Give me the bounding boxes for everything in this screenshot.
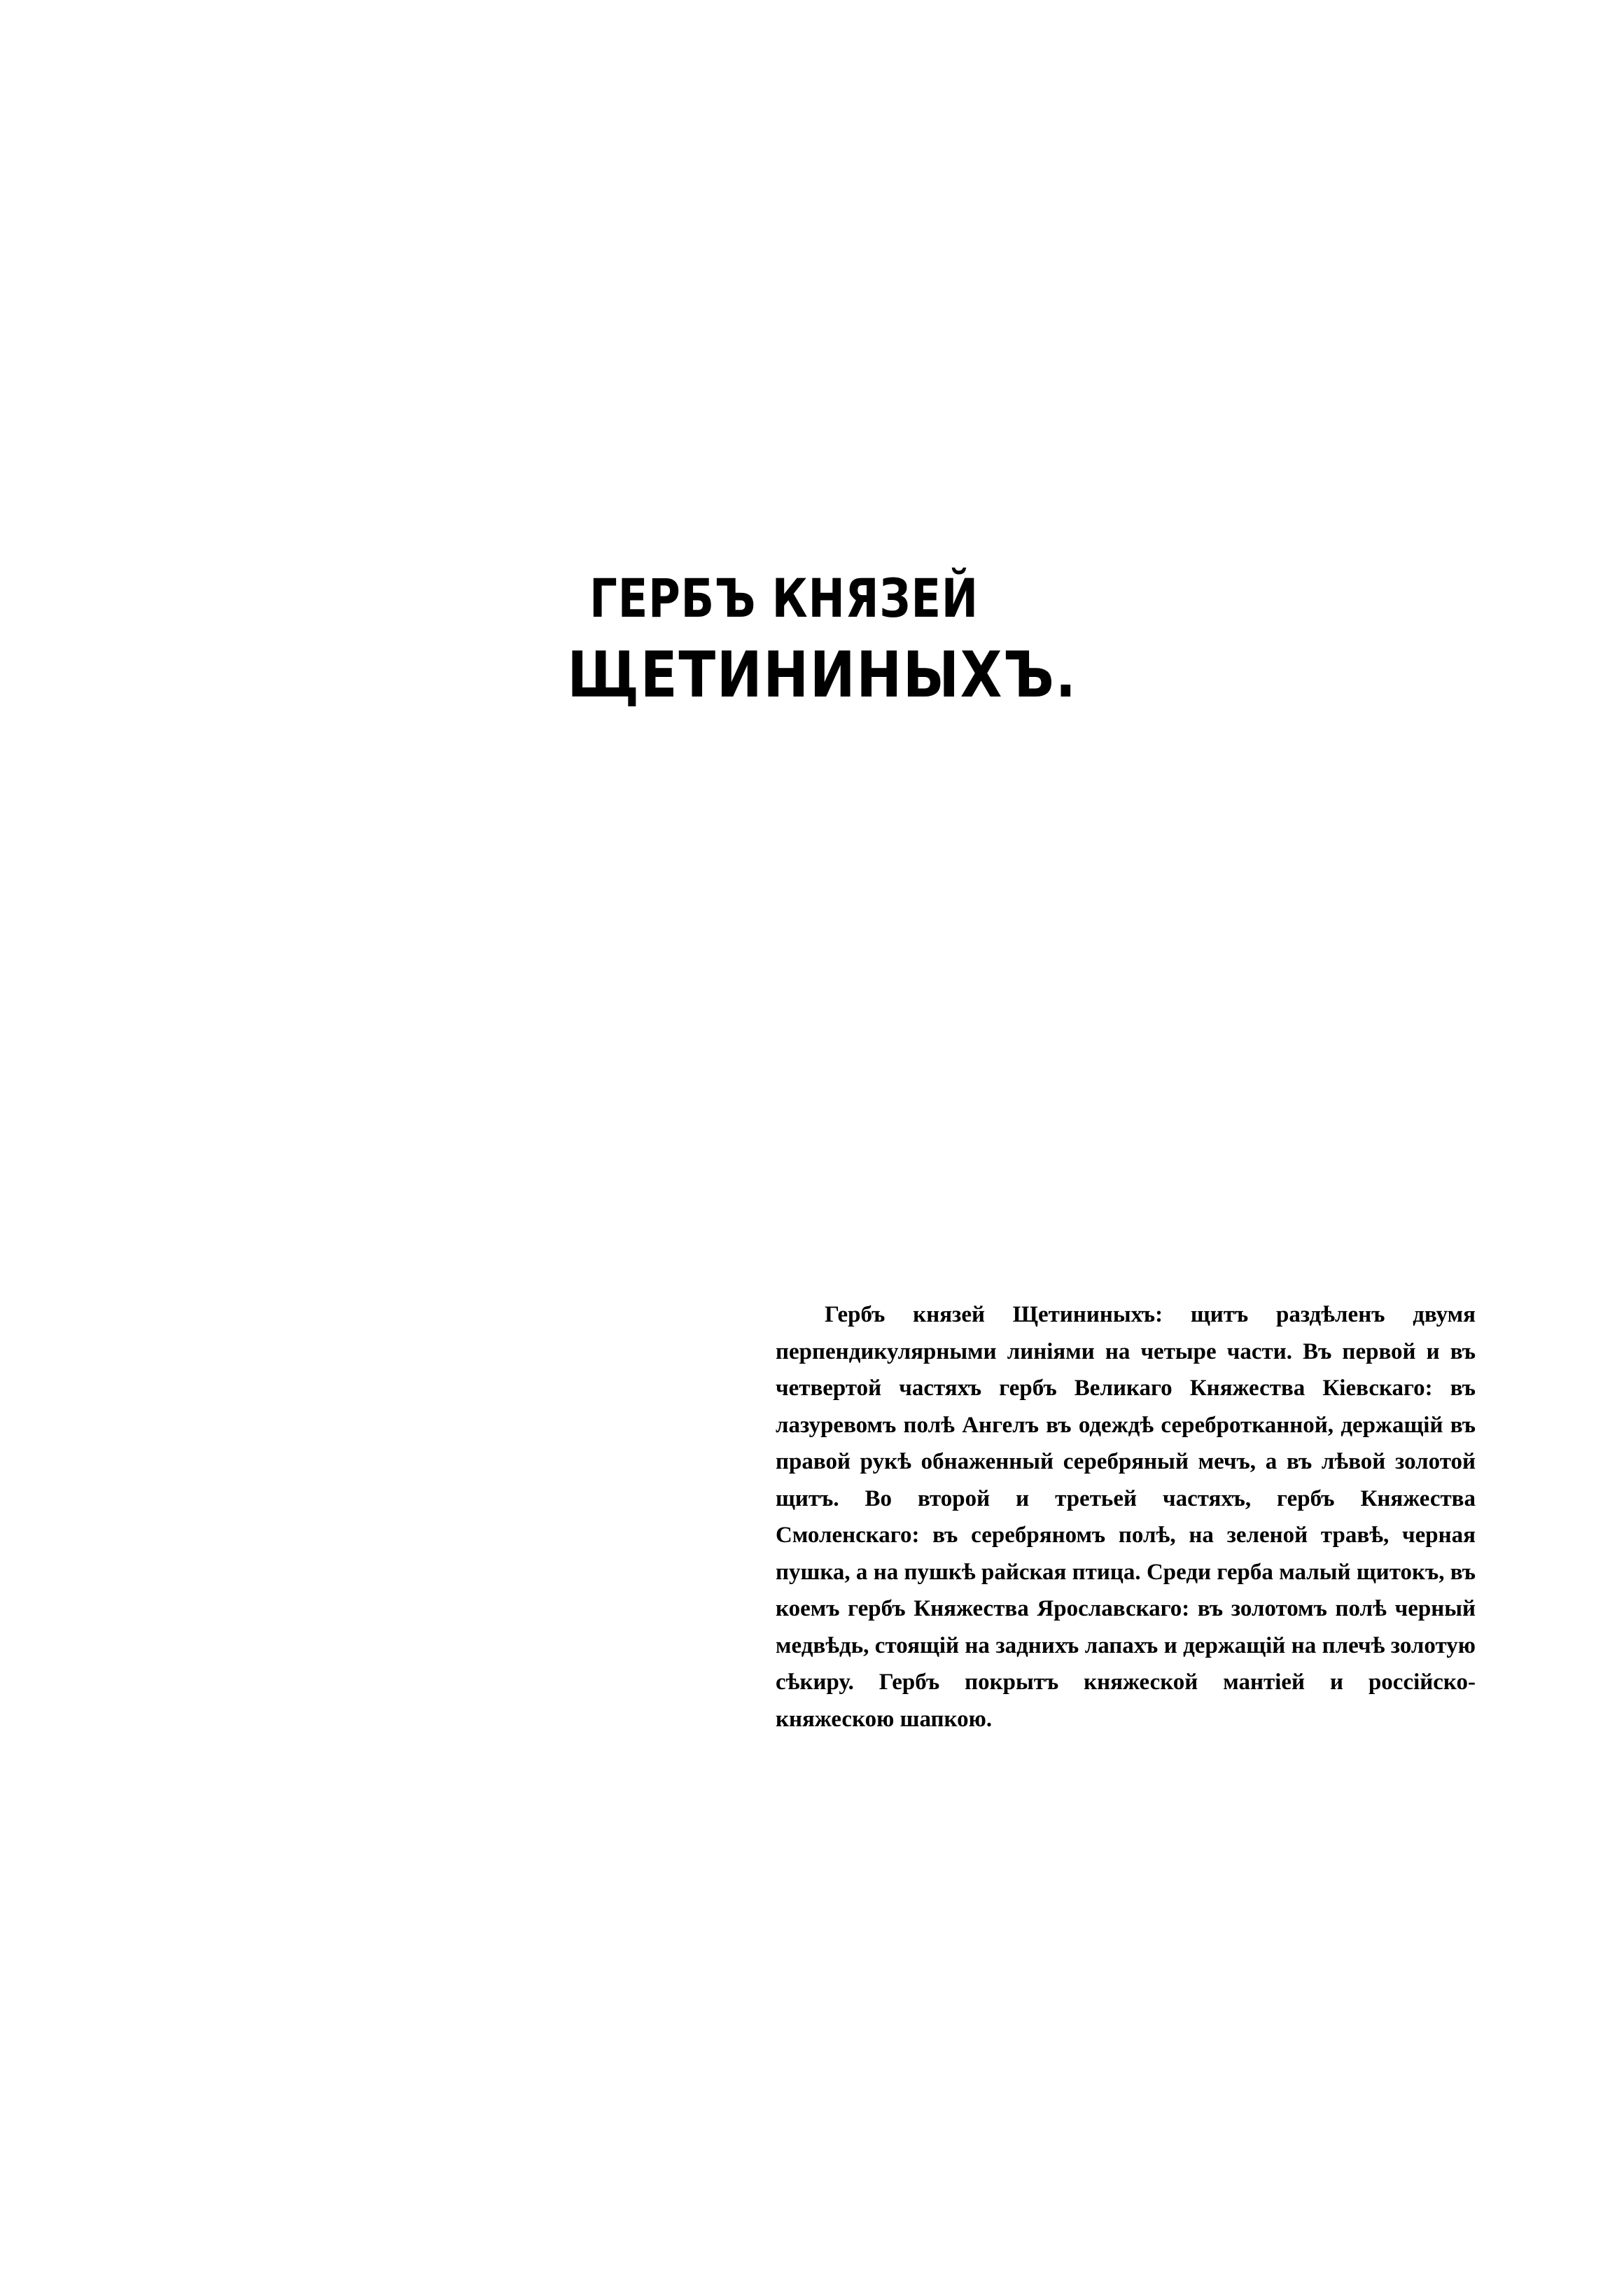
title-line-2: ЩЕТИНИНЫХЪ. xyxy=(567,638,1077,712)
title-line-1: ГЕРБЪ КНЯЗЕЙ xyxy=(589,567,979,629)
coat-of-arms-description: Гербъ князей Щетининыхъ: щитъ раздѣленъ двумя перпендикулярными линіями на четыре части. Въ первой и въ четвертой частяхъ гербъ Великаго Княжества Кіевскаго: въ лазуревомъ полѣ Ангелъ въ одеждѣ серебротканной, держащій въ правой рукѣ обнаженный серебряный мечъ, а въ лѣвой золотой щитъ. Во второй и третьей частяхъ, гербъ Княжества Смоленскаго: въ серебряномъ полѣ, на зеленой травѣ, черная пушка, а на пушкѣ райская птица. Среди герба малый щитокъ, въ коемъ гербъ Княжества Ярославскаго: въ золотомъ полѣ черный медвѣдь, стоящій на заднихъ лапахъ и держащій на плечѣ золотую сѣкиру. Гербъ покрытъ княжеской мантіей и россійско-княжескою шапкою. xyxy=(776,1302,1476,1732)
page-title xyxy=(532,564,1077,718)
